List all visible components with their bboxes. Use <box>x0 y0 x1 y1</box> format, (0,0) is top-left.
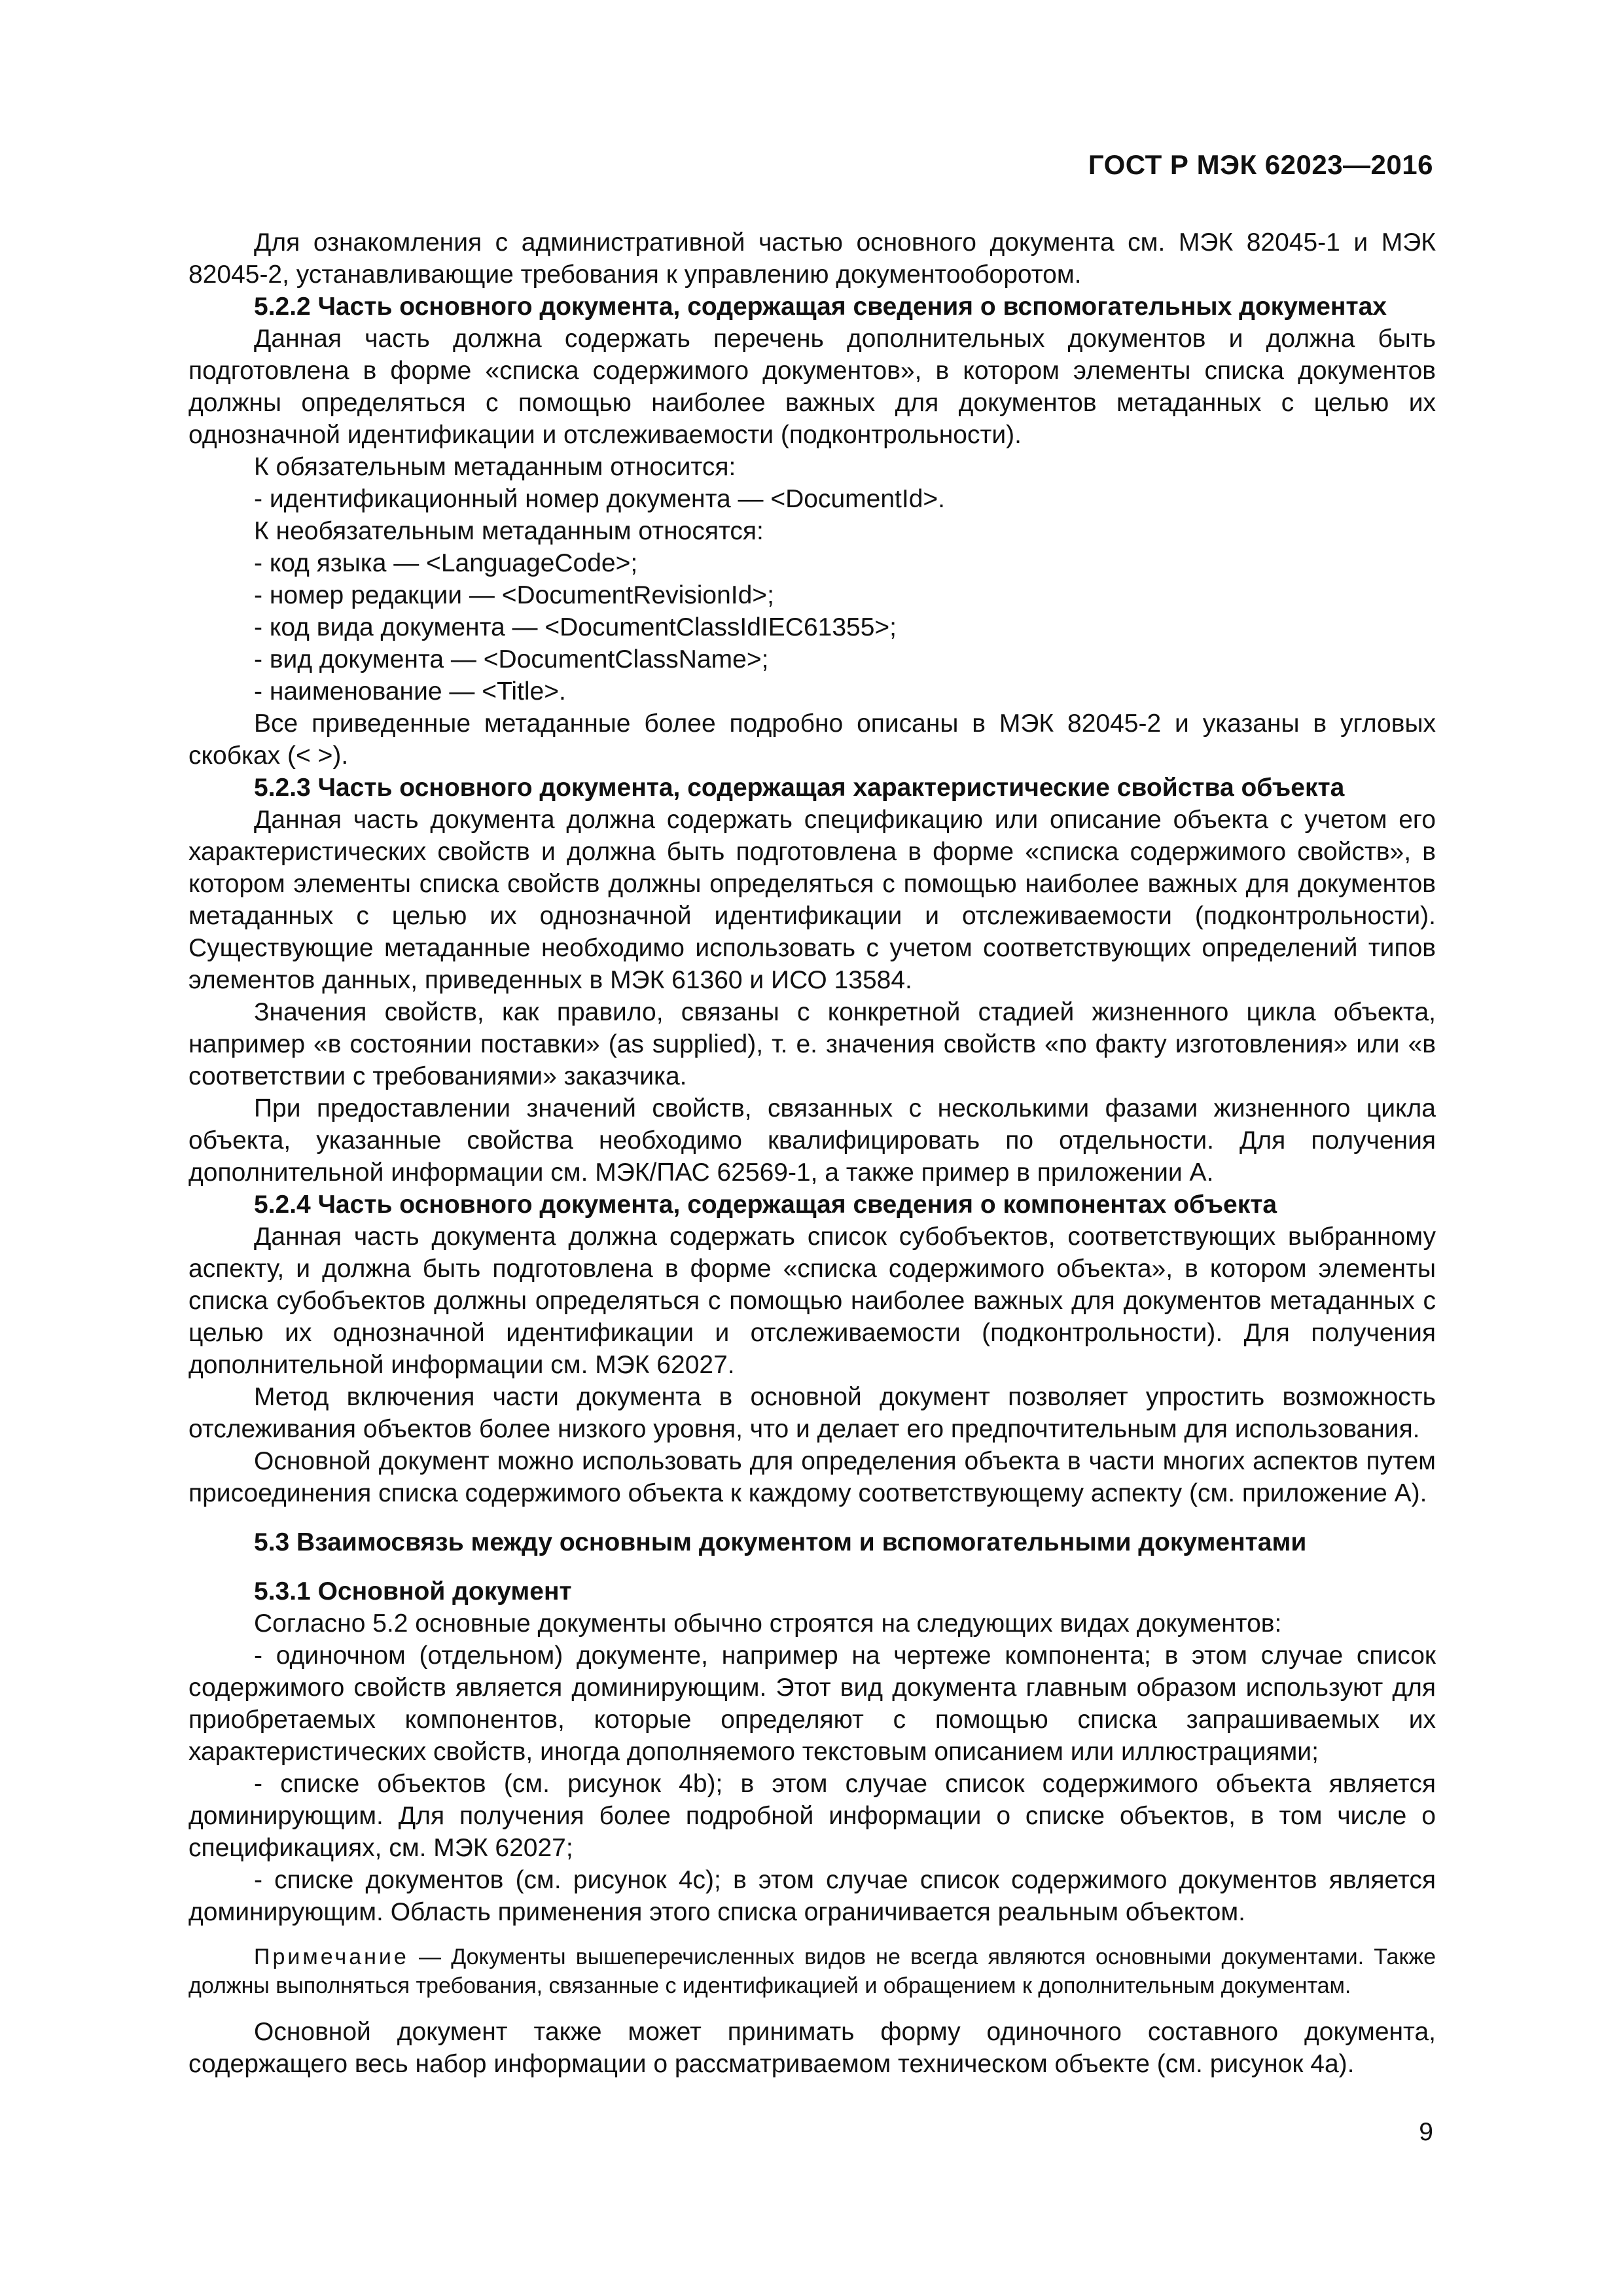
body-paragraph: К обязательным метаданным относится: <box>254 453 736 481</box>
body-paragraph: Данная часть должна содержать перечень дополнительных документов и должна быть подготовлена в форме «списка содержимого документов», в котором элементы списка документов должны определяться с помощью наиболее важных для документов метаданных с целью их однозначной идентификации и отслеживаемости (подконтрольности). <box>188 325 1436 449</box>
body-paragraph: Для ознакомления с административной частью основного документа см. МЭК 82045-1 и МЭК 82045-2, устанавливающие требования к управлению документооборотом. <box>188 228 1436 289</box>
body-paragraph: Основной документ также может принимать форму одиночного составного документа, содержащего весь набор информации о рассматриваемом техническом объекте (см. рисунок 4а). <box>188 2018 1436 2078</box>
body-paragraph: - код вида документа — <DocumentClassIdIEC61355>; <box>254 613 897 641</box>
body-paragraph: Основной документ можно использовать для определения объекта в части многих аспектов путем присоединения списка содержимого объекта к каждому соответствующему аспекту (см. приложение А). <box>188 1447 1436 1507</box>
section-heading: 5.2.3 Часть основного документа, содержащая характеристические свойства объекта <box>254 774 1345 802</box>
page-number: 9 <box>1419 2118 1433 2146</box>
body-paragraph: - код языка — <LanguageCode>; <box>254 549 638 577</box>
body-paragraph: - наименование — <Title>. <box>254 677 566 706</box>
note-text: — Документы вышеперечисленных видов не всегда являются основными документами. Также должны выполняться требования, связанные с идентификацией и обращением к дополнительным документам. <box>188 1945 1436 1998</box>
document-body <box>188 226 1436 2080</box>
body-paragraph: Значения свойств, как правило, связаны с конкретной стадией жизненного цикла объекта, например «в состоянии поставки» (as supplied), т. е. значения свойств «по факту изготовления» или «в соответствии с требованиями» заказчика. <box>188 998 1436 1090</box>
body-paragraph: - идентификационный номер документа — <DocumentId>. <box>254 485 946 513</box>
body-paragraph: Согласно 5.2 основные документы обычно строятся на следующих видах документов: <box>254 1609 1282 1638</box>
body-paragraph: Метод включения части документа в основной документ позволяет упростить возможность отслеживания объектов более низкого уровня, что и делает его предпочтительным для использования. <box>188 1383 1436 1443</box>
section-heading: 5.3.1 Основной документ <box>254 1577 572 1605</box>
body-paragraph: - номер редакции — <DocumentRevisionId>; <box>254 581 774 609</box>
body-paragraph: К необязательным метаданным относятся: <box>254 517 764 545</box>
section-heading: 5.2.2 Часть основного документа, содержащая сведения о вспомогательных документах <box>254 293 1387 321</box>
standard-header: ГОСТ Р МЭК 62023—2016 <box>1088 149 1433 180</box>
note-label: Примечание <box>254 1945 409 1969</box>
body-paragraph: Данная часть документа должна содержать спецификацию или описание объекта с учетом его характеристических свойств и должна быть подготовлена в форме «списка содержимого свойств», в котором элементы списка свойств должны определяться с помощью наиболее важных для документов метаданных с целью их однозначной идентификации и отслеживаемости (подконтрольности). Существующие метаданные необходимо использовать с учетом соответствующих определений типов элементов данных, приведенных в МЭК 61360 и ИСО 13584. <box>188 806 1436 994</box>
body-paragraph: При предоставлении значений свойств, связанных с несколькими фазами жизненного цикла объекта, указанные свойства необходимо квалифицировать по отдельности. Для получения дополнительной информации см. МЭК/ПАС 62569-1, а также пример в приложении А. <box>188 1094 1436 1187</box>
note-paragraph <box>188 1943 1436 2000</box>
body-paragraph: - вид документа — <DocumentClassName>; <box>254 645 769 673</box>
body-paragraph: - списке документов (см. рисунок 4с); в этом случае список содержимого документов является доминирующим. Область применения этого списка ограничивается реальным объектом. <box>188 1866 1436 1926</box>
body-paragraph: - списке объектов (см. рисунок 4b); в этом случае список содержимого объекта является доминирующим. Для получения более подробной информации о списке объектов, в том числе о спецификациях, см. МЭК 62027; <box>188 1770 1436 1862</box>
section-heading: 5.2.4 Часть основного документа, содержащая сведения о компонентах объекта <box>254 1191 1277 1219</box>
body-paragraph: Данная часть документа должна содержать список субобъектов, соответствующих выбранному аспекту, и должна быть подготовлена в форме «списка содержимого объекта», в котором элементы списка субобъектов должны определяться с помощью наиболее важных для документов метаданных с целью их однозначной идентификации и отслеживаемости (подконтрольности). Для получения дополнительной информации см. МЭК 62027. <box>188 1223 1436 1379</box>
section-heading: 5.3 Взаимосвязь между основным документом и вспомогательными документами <box>254 1528 1307 1556</box>
body-paragraph: Все приведенные метаданные более подробно описаны в МЭК 82045-2 и указаны в угловых скобках (< >). <box>188 709 1436 770</box>
body-paragraph: - одиночном (отдельном) документе, например на чертеже компонента; в этом случае список содержимого свойств является доминирующим. Этот вид документа главным образом используют для приобретаемых компонентов, которые определяют с помощью списка запрашиваемых их характеристических свойств, иногда дополняемого текстовым описанием или иллюстрациями; <box>188 1641 1436 1766</box>
